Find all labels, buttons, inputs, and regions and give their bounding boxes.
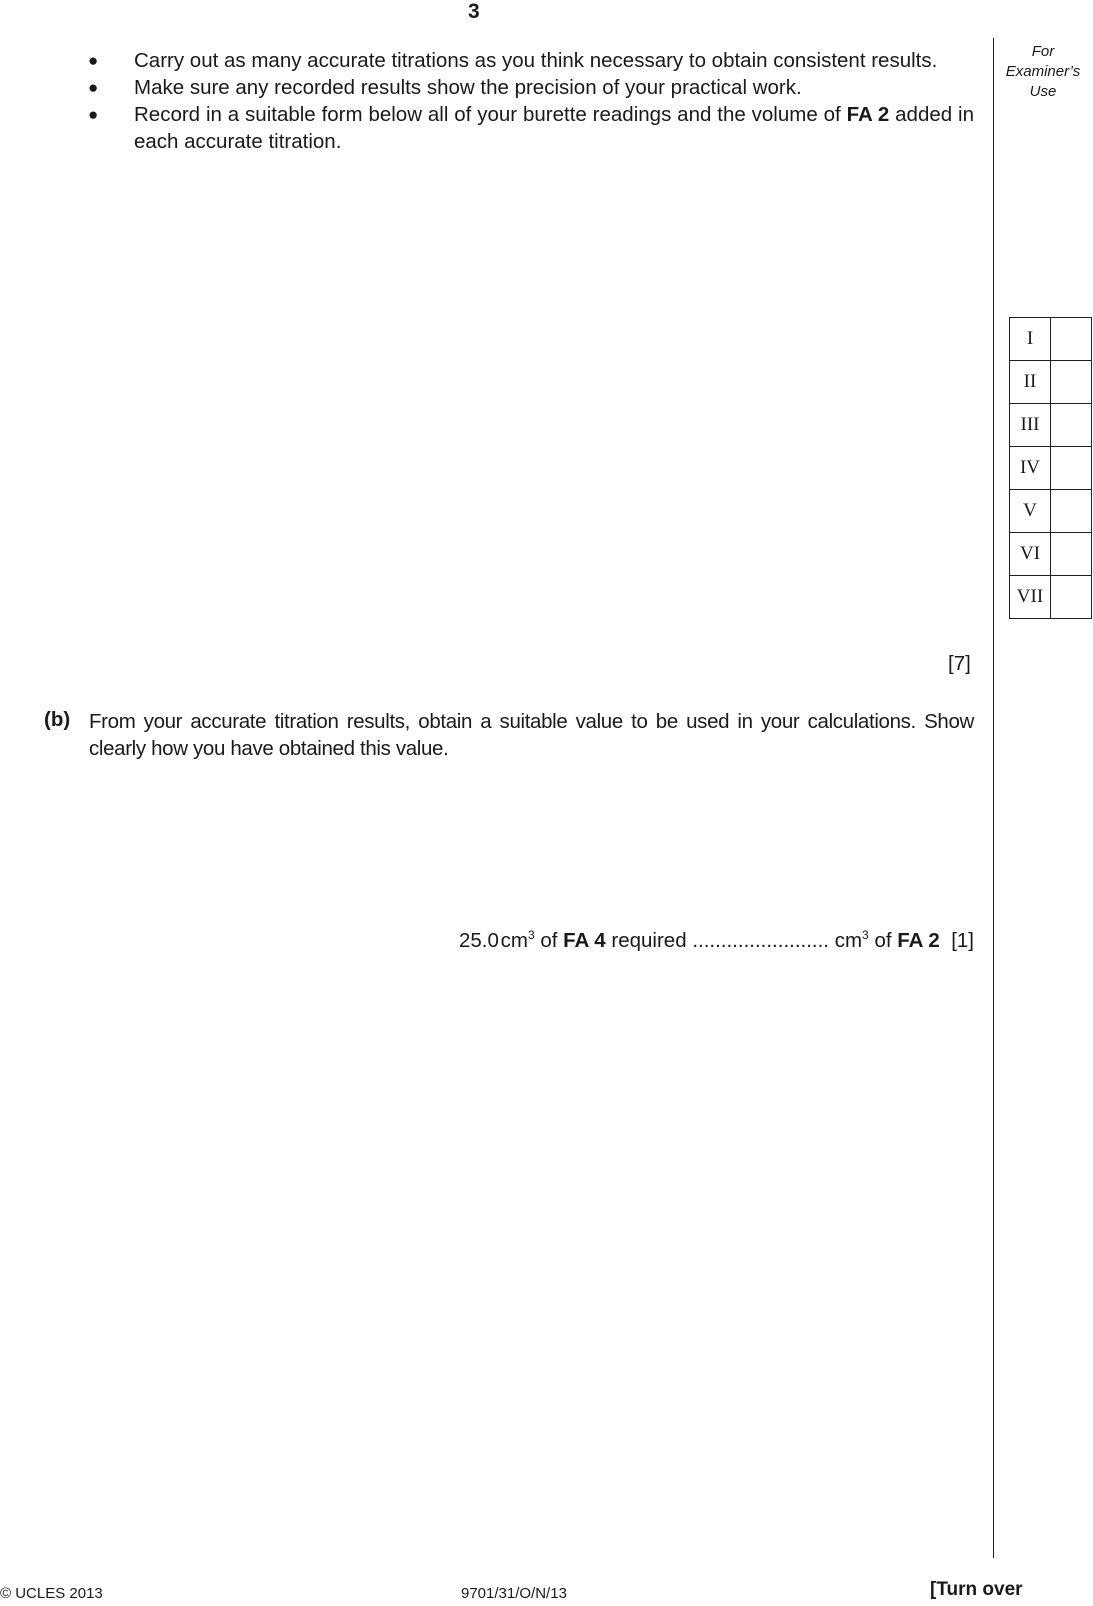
instruction-text-start: Record in a suitable form below all of your burette readings and the volume of — [134, 103, 847, 126]
part-b-label: (b) — [44, 708, 71, 731]
answer-required: required — [611, 928, 687, 952]
marking-row — [1010, 490, 1092, 533]
answer-solution-1: FA 4 — [563, 928, 606, 952]
examiner-header-line-2: Examiner’s — [1005, 63, 1081, 80]
instruction-text-end: added in each accurate titration. — [134, 103, 974, 153]
marking-box — [1051, 318, 1092, 361]
instruction-item — [86, 101, 974, 155]
instruction-text: Make sure any recorded results show the precision of your practical work. — [134, 76, 802, 99]
answer-unit: cm — [500, 928, 528, 952]
examiner-marking-grid — [1009, 317, 1092, 619]
marking-label: II — [1010, 361, 1051, 404]
marking-label: VII — [1010, 576, 1051, 619]
instruction-item — [86, 47, 974, 74]
examiner-header-line-1: For — [1031, 43, 1055, 60]
footer-copyright: © UCLES 2013 — [0, 1585, 103, 1602]
footer-paper-code: 9701/31/O/N/13 — [461, 1585, 567, 1602]
mark-allocation-a: [7] — [948, 652, 971, 675]
answer-of: of — [540, 928, 558, 952]
bullet-icon: ● — [88, 78, 99, 97]
instruction-text: Carry out as many accurate titrations as you think necessary to obtain consistent results. — [134, 49, 938, 72]
answer-line — [396, 928, 974, 953]
marking-row — [1010, 447, 1092, 490]
examiner-margin-line — [993, 38, 994, 1558]
answer-blank[interactable]: ........................ — [692, 928, 830, 952]
solution-name: FA 2 — [846, 103, 890, 126]
answer-volume: 25.0 — [458, 928, 499, 952]
examiner-header-line-3: Use — [1029, 83, 1057, 100]
marking-box — [1051, 490, 1092, 533]
marking-box — [1051, 404, 1092, 447]
marking-label: V — [1010, 490, 1051, 533]
marking-label: IV — [1010, 447, 1051, 490]
marking-label: I — [1010, 318, 1051, 361]
examiner-use-header — [998, 42, 1088, 102]
marking-label: III — [1010, 404, 1051, 447]
marking-box — [1051, 576, 1092, 619]
marking-box — [1051, 361, 1092, 404]
marking-row — [1010, 318, 1092, 361]
marking-box — [1051, 447, 1092, 490]
marking-row — [1010, 404, 1092, 447]
marking-row — [1010, 576, 1092, 619]
answer-unit-2: cm — [834, 928, 863, 952]
mark-allocation-b: [1] — [951, 928, 974, 952]
answer-of-2: of — [874, 928, 892, 952]
answer-solution-2: FA 2 — [897, 928, 940, 952]
page-number: 3 — [468, 0, 480, 23]
answer-power-2: 3 — [862, 928, 869, 942]
marking-box — [1051, 533, 1092, 576]
bullet-icon: ● — [88, 105, 99, 124]
instruction-list — [86, 47, 974, 155]
instruction-item — [86, 74, 974, 101]
bullet-icon: ● — [88, 51, 99, 70]
footer-turn-over: [Turn over — [930, 1579, 1023, 1600]
answer-power: 3 — [527, 928, 535, 942]
marking-label: VI — [1010, 533, 1051, 576]
marking-row — [1010, 533, 1092, 576]
part-b-question: From your accurate titration results, obtain a suitable value to be used in your calculations. Show clearly how you have obtained this value. — [89, 710, 974, 760]
marking-row — [1010, 361, 1092, 404]
